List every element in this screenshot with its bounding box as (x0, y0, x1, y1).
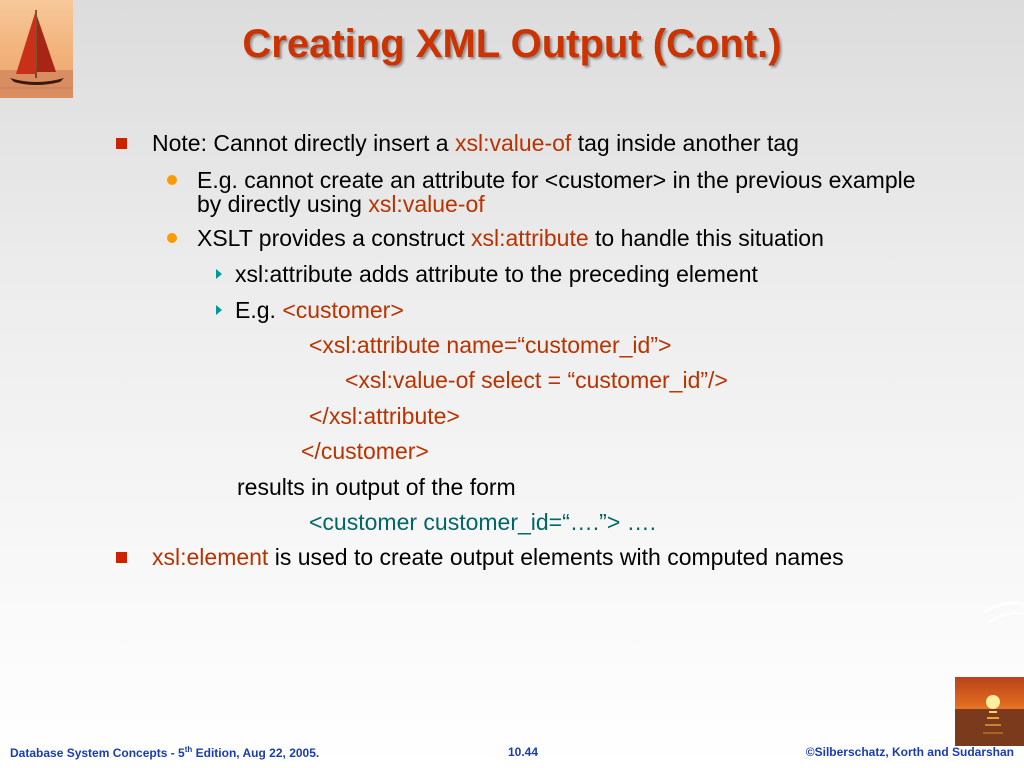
bullet-text: XSLT provides a construct (197, 225, 472, 251)
square-bullet-icon (116, 552, 127, 563)
bullet-text: by directly using (197, 191, 369, 217)
footer-page-number: 10.44 (508, 745, 539, 759)
decorative-swoosh (984, 598, 1024, 628)
results-text: results in output of the form (237, 474, 516, 500)
bullet-note-cannot-insert (152, 130, 799, 156)
code-line-attribute-close: </xsl:attribute> (309, 403, 460, 429)
bullet-text: to handle this situation (588, 225, 824, 251)
subbullet-xslt-construct (197, 225, 824, 251)
bullet-text: Note: Cannot directly insert a (152, 130, 455, 156)
slide-title: Creating XML Output (Cont.) (242, 22, 782, 66)
bullet-xsl-element (152, 544, 844, 570)
code-xsl-value-of: xsl:value-of (454, 130, 572, 156)
bullet-text: E.g. (235, 297, 283, 323)
code-line-value-of: <xsl:value-of select = “customer_id”/> (345, 367, 728, 393)
code-xsl-element: xsl:element (152, 544, 269, 570)
teal-triangle-bullet-icon (216, 269, 222, 279)
code-xsl-value-of: xsl:value-of (368, 191, 485, 217)
bullet-text: tag inside another tag (571, 130, 799, 156)
square-bullet-icon (116, 138, 127, 149)
code-customer-open: <customer> (282, 297, 404, 323)
subsub-attribute-adds: xsl:attribute adds attribute to the preceding element (235, 261, 758, 287)
code-xsl-attribute: xsl:attribute (471, 225, 589, 251)
orange-dot-bullet-icon (167, 175, 177, 185)
sunset-image (955, 677, 1024, 746)
bullet-text: is used to create output elements with computed names (268, 544, 844, 570)
subbullet-attribute-example-line2 (197, 191, 485, 217)
output-example: <customer customer_id=“….”> …. (309, 509, 657, 535)
footer-book-title: Database System Concepts - 5th Edition, Aug 22, 2005. (10, 745, 320, 760)
subsub-example (235, 297, 404, 323)
subbullet-attribute-example-line1: E.g. cannot create an attribute for <customer> in the previous example (197, 167, 916, 193)
code-line-attribute-open: <xsl:attribute name=“customer_id”> (309, 332, 672, 358)
code-line-customer-close: </customer> (301, 438, 429, 464)
footer-copyright: ©Silberschatz, Korth and Sudarshan (805, 745, 1014, 759)
teal-triangle-bullet-icon (216, 305, 222, 315)
orange-dot-bullet-icon (167, 233, 177, 243)
